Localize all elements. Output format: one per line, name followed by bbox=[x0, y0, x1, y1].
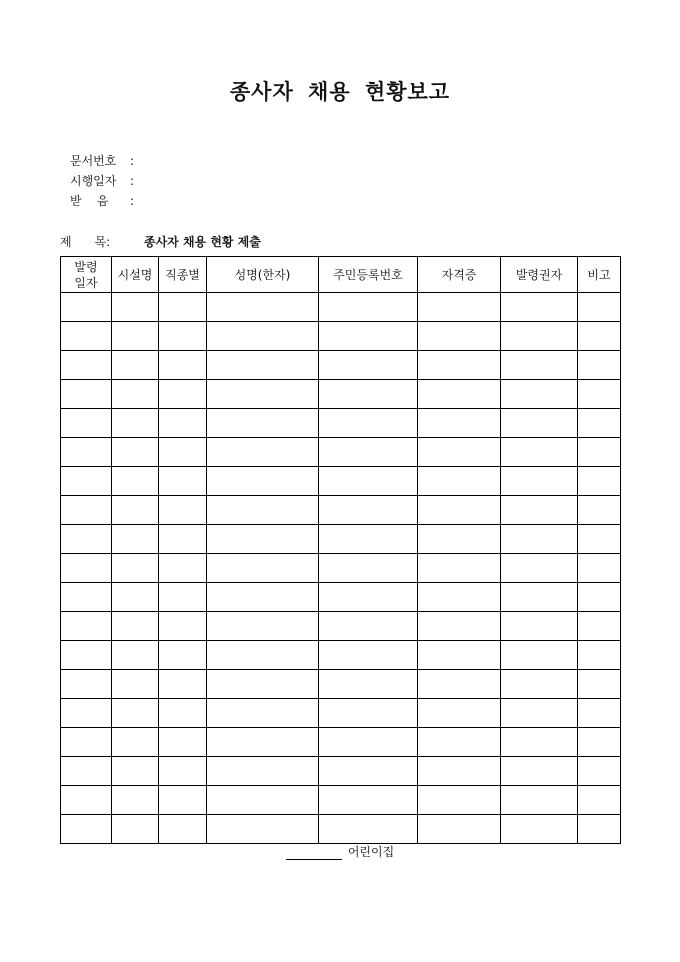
meta-colon: : bbox=[130, 174, 135, 188]
table-cell[interactable] bbox=[501, 583, 578, 612]
col-header-facility: 시설명 bbox=[112, 257, 159, 293]
table-cell[interactable] bbox=[61, 757, 112, 786]
table-cell[interactable] bbox=[159, 409, 207, 438]
table-cell[interactable] bbox=[418, 699, 501, 728]
table-cell[interactable] bbox=[159, 322, 207, 351]
table-row bbox=[61, 496, 621, 525]
table-cell[interactable] bbox=[112, 699, 159, 728]
table-cell[interactable] bbox=[207, 757, 319, 786]
table-cell[interactable] bbox=[501, 293, 578, 322]
table-cell[interactable] bbox=[319, 583, 418, 612]
table-cell[interactable] bbox=[207, 467, 319, 496]
table-cell[interactable] bbox=[418, 757, 501, 786]
table-cell[interactable] bbox=[319, 554, 418, 583]
col-header-job-type: 직종별 bbox=[159, 257, 207, 293]
table-cell[interactable] bbox=[501, 554, 578, 583]
table-cell[interactable] bbox=[319, 815, 418, 844]
table-cell[interactable] bbox=[112, 409, 159, 438]
table-cell[interactable] bbox=[112, 757, 159, 786]
table-body bbox=[61, 293, 621, 844]
table-cell[interactable] bbox=[578, 786, 621, 815]
table-cell[interactable] bbox=[578, 467, 621, 496]
table-cell[interactable] bbox=[501, 322, 578, 351]
meta-row-issue-date bbox=[70, 171, 134, 191]
col-header-certificate: 자격증 bbox=[418, 257, 501, 293]
table-cell[interactable] bbox=[319, 525, 418, 554]
col-header-appointer: 발령권자 bbox=[501, 257, 578, 293]
table-cell[interactable] bbox=[61, 786, 112, 815]
table-cell[interactable] bbox=[61, 322, 112, 351]
table-cell[interactable] bbox=[159, 641, 207, 670]
table-cell[interactable] bbox=[319, 409, 418, 438]
table-row bbox=[61, 467, 621, 496]
table-cell[interactable] bbox=[418, 496, 501, 525]
staff-table bbox=[60, 256, 621, 844]
meta-row-recipient bbox=[70, 191, 134, 211]
table-cell[interactable] bbox=[578, 322, 621, 351]
table-cell[interactable] bbox=[159, 728, 207, 757]
table-cell[interactable] bbox=[319, 380, 418, 409]
table-cell[interactable] bbox=[207, 583, 319, 612]
col-header-line: 발령 bbox=[74, 259, 98, 274]
table-cell[interactable] bbox=[418, 728, 501, 757]
table-cell[interactable] bbox=[319, 351, 418, 380]
table-cell[interactable] bbox=[319, 728, 418, 757]
table-cell[interactable] bbox=[319, 670, 418, 699]
table-cell[interactable] bbox=[501, 757, 578, 786]
table-cell[interactable] bbox=[319, 322, 418, 351]
table-row bbox=[61, 815, 621, 844]
table-cell[interactable] bbox=[207, 786, 319, 815]
table-cell[interactable] bbox=[501, 525, 578, 554]
table-cell[interactable] bbox=[112, 554, 159, 583]
table-cell[interactable] bbox=[159, 583, 207, 612]
table-row bbox=[61, 641, 621, 670]
table-cell[interactable] bbox=[418, 467, 501, 496]
table-cell[interactable] bbox=[578, 583, 621, 612]
table-row bbox=[61, 409, 621, 438]
table-row bbox=[61, 351, 621, 380]
table-cell[interactable] bbox=[112, 496, 159, 525]
table-cell[interactable] bbox=[207, 525, 319, 554]
table-cell[interactable] bbox=[501, 438, 578, 467]
table-cell[interactable] bbox=[578, 815, 621, 844]
table-cell[interactable] bbox=[207, 322, 319, 351]
table-cell[interactable] bbox=[501, 409, 578, 438]
table-row bbox=[61, 554, 621, 583]
table-cell[interactable] bbox=[159, 612, 207, 641]
table-cell[interactable] bbox=[61, 525, 112, 554]
table-cell[interactable] bbox=[159, 699, 207, 728]
table-cell[interactable] bbox=[578, 525, 621, 554]
table-cell[interactable] bbox=[501, 351, 578, 380]
table-row bbox=[61, 322, 621, 351]
table-row bbox=[61, 728, 621, 757]
table-cell[interactable] bbox=[112, 612, 159, 641]
table-cell[interactable] bbox=[418, 525, 501, 554]
col-header-remarks: 비고 bbox=[578, 257, 621, 293]
table-cell[interactable] bbox=[319, 612, 418, 641]
meta-colon: : bbox=[130, 154, 135, 168]
table-cell[interactable] bbox=[418, 351, 501, 380]
table-cell[interactable] bbox=[159, 467, 207, 496]
col-header-appointment-date bbox=[61, 257, 112, 293]
meta-label-issue-date: 시행일자 bbox=[70, 174, 117, 188]
table-cell[interactable] bbox=[319, 467, 418, 496]
table-cell[interactable] bbox=[207, 380, 319, 409]
table-cell[interactable] bbox=[159, 670, 207, 699]
table-cell[interactable] bbox=[578, 728, 621, 757]
table-cell[interactable] bbox=[578, 757, 621, 786]
table-cell[interactable] bbox=[159, 554, 207, 583]
table-cell[interactable] bbox=[319, 496, 418, 525]
table-cell[interactable] bbox=[418, 815, 501, 844]
table-cell[interactable] bbox=[207, 612, 319, 641]
table-cell[interactable] bbox=[159, 525, 207, 554]
table-cell[interactable] bbox=[112, 583, 159, 612]
table-cell[interactable] bbox=[207, 670, 319, 699]
table-cell[interactable] bbox=[112, 786, 159, 815]
table-cell[interactable] bbox=[578, 670, 621, 699]
table-row bbox=[61, 612, 621, 641]
table-cell[interactable] bbox=[207, 409, 319, 438]
table-cell[interactable] bbox=[159, 815, 207, 844]
table-cell[interactable] bbox=[112, 525, 159, 554]
table-cell[interactable] bbox=[61, 670, 112, 699]
table-cell[interactable] bbox=[578, 641, 621, 670]
table-cell[interactable] bbox=[207, 728, 319, 757]
table-cell[interactable] bbox=[112, 670, 159, 699]
table-header-row bbox=[61, 257, 621, 293]
table-row bbox=[61, 380, 621, 409]
footer bbox=[0, 843, 680, 860]
table-cell[interactable] bbox=[61, 496, 112, 525]
table-cell[interactable] bbox=[418, 438, 501, 467]
table-cell[interactable] bbox=[207, 293, 319, 322]
table-cell[interactable] bbox=[418, 612, 501, 641]
table-cell[interactable] bbox=[418, 554, 501, 583]
col-header-line: 일자 bbox=[74, 275, 98, 290]
footer-blank-line bbox=[286, 847, 342, 860]
meta-label-recipient: 받 음 bbox=[70, 194, 109, 208]
document-title: 종사자 채용 현황보고 bbox=[229, 79, 451, 104]
table-cell[interactable] bbox=[578, 554, 621, 583]
table-cell[interactable] bbox=[112, 467, 159, 496]
table-cell[interactable] bbox=[159, 438, 207, 467]
table-cell[interactable] bbox=[207, 815, 319, 844]
table-cell[interactable] bbox=[112, 293, 159, 322]
table-cell[interactable] bbox=[207, 641, 319, 670]
table-cell[interactable] bbox=[578, 496, 621, 525]
table-row bbox=[61, 583, 621, 612]
table-cell[interactable] bbox=[501, 670, 578, 699]
table-cell[interactable] bbox=[418, 641, 501, 670]
table-cell[interactable] bbox=[418, 293, 501, 322]
table-cell[interactable] bbox=[418, 380, 501, 409]
table-cell[interactable] bbox=[501, 380, 578, 409]
table-cell[interactable] bbox=[61, 554, 112, 583]
table-cell[interactable] bbox=[501, 728, 578, 757]
table-cell[interactable] bbox=[112, 322, 159, 351]
table-row bbox=[61, 293, 621, 322]
table-cell[interactable] bbox=[319, 757, 418, 786]
meta-block bbox=[70, 151, 134, 211]
table-cell[interactable] bbox=[207, 438, 319, 467]
table-row bbox=[61, 438, 621, 467]
table-row bbox=[61, 670, 621, 699]
table-cell[interactable] bbox=[61, 583, 112, 612]
table-cell[interactable] bbox=[418, 322, 501, 351]
table-cell[interactable] bbox=[61, 380, 112, 409]
table-row bbox=[61, 786, 621, 815]
table-cell[interactable] bbox=[418, 670, 501, 699]
table-cell[interactable] bbox=[207, 554, 319, 583]
table-cell[interactable] bbox=[159, 757, 207, 786]
table-cell[interactable] bbox=[501, 815, 578, 844]
table-cell[interactable] bbox=[319, 699, 418, 728]
subject-line bbox=[60, 233, 261, 250]
table-cell[interactable] bbox=[319, 786, 418, 815]
table-cell[interactable] bbox=[501, 496, 578, 525]
table-cell[interactable] bbox=[112, 438, 159, 467]
subject-value: 종사자 채용 현황 제출 bbox=[144, 235, 261, 249]
table-cell[interactable] bbox=[61, 699, 112, 728]
table-cell[interactable] bbox=[61, 293, 112, 322]
table-cell[interactable] bbox=[159, 380, 207, 409]
footer-org: 어린이집 bbox=[347, 845, 395, 859]
table-cell[interactable] bbox=[207, 699, 319, 728]
table-cell[interactable] bbox=[578, 699, 621, 728]
meta-colon: : bbox=[130, 194, 135, 208]
table-cell[interactable] bbox=[319, 438, 418, 467]
table-cell[interactable] bbox=[578, 293, 621, 322]
meta-label-doc-number: 문서번호 bbox=[70, 154, 117, 168]
table-cell[interactable] bbox=[112, 351, 159, 380]
table-cell[interactable] bbox=[112, 641, 159, 670]
table-cell[interactable] bbox=[112, 815, 159, 844]
table-cell[interactable] bbox=[578, 351, 621, 380]
table-cell[interactable] bbox=[61, 467, 112, 496]
table-cell[interactable] bbox=[112, 380, 159, 409]
table-cell[interactable] bbox=[501, 699, 578, 728]
table-cell[interactable] bbox=[501, 467, 578, 496]
table-cell[interactable] bbox=[319, 293, 418, 322]
table-row bbox=[61, 699, 621, 728]
table-cell[interactable] bbox=[578, 409, 621, 438]
table-cell[interactable] bbox=[112, 728, 159, 757]
table-cell[interactable] bbox=[501, 612, 578, 641]
subject-label: 제 목: bbox=[60, 235, 111, 249]
meta-row-doc-number bbox=[70, 151, 134, 171]
table-cell[interactable] bbox=[319, 641, 418, 670]
table-cell[interactable] bbox=[207, 351, 319, 380]
table-cell[interactable] bbox=[61, 612, 112, 641]
table-cell[interactable] bbox=[418, 409, 501, 438]
table-cell[interactable] bbox=[207, 496, 319, 525]
table-cell[interactable] bbox=[159, 351, 207, 380]
table-cell[interactable] bbox=[61, 728, 112, 757]
table-row bbox=[61, 757, 621, 786]
table-cell[interactable] bbox=[578, 612, 621, 641]
table-cell[interactable] bbox=[61, 815, 112, 844]
table-cell[interactable] bbox=[159, 786, 207, 815]
table-cell[interactable] bbox=[61, 641, 112, 670]
table-cell[interactable] bbox=[418, 786, 501, 815]
table-cell[interactable] bbox=[578, 380, 621, 409]
table-cell[interactable] bbox=[159, 293, 207, 322]
table-cell[interactable] bbox=[61, 409, 112, 438]
table-cell[interactable] bbox=[501, 786, 578, 815]
col-header-resident-number: 주민등록번호 bbox=[319, 257, 418, 293]
table-row bbox=[61, 525, 621, 554]
table-cell[interactable] bbox=[61, 351, 112, 380]
table-cell[interactable] bbox=[578, 438, 621, 467]
table-cell[interactable] bbox=[418, 583, 501, 612]
table-cell[interactable] bbox=[159, 496, 207, 525]
table-cell[interactable] bbox=[61, 438, 112, 467]
table-cell[interactable] bbox=[501, 641, 578, 670]
col-header-name: 성명(한자) bbox=[207, 257, 319, 293]
